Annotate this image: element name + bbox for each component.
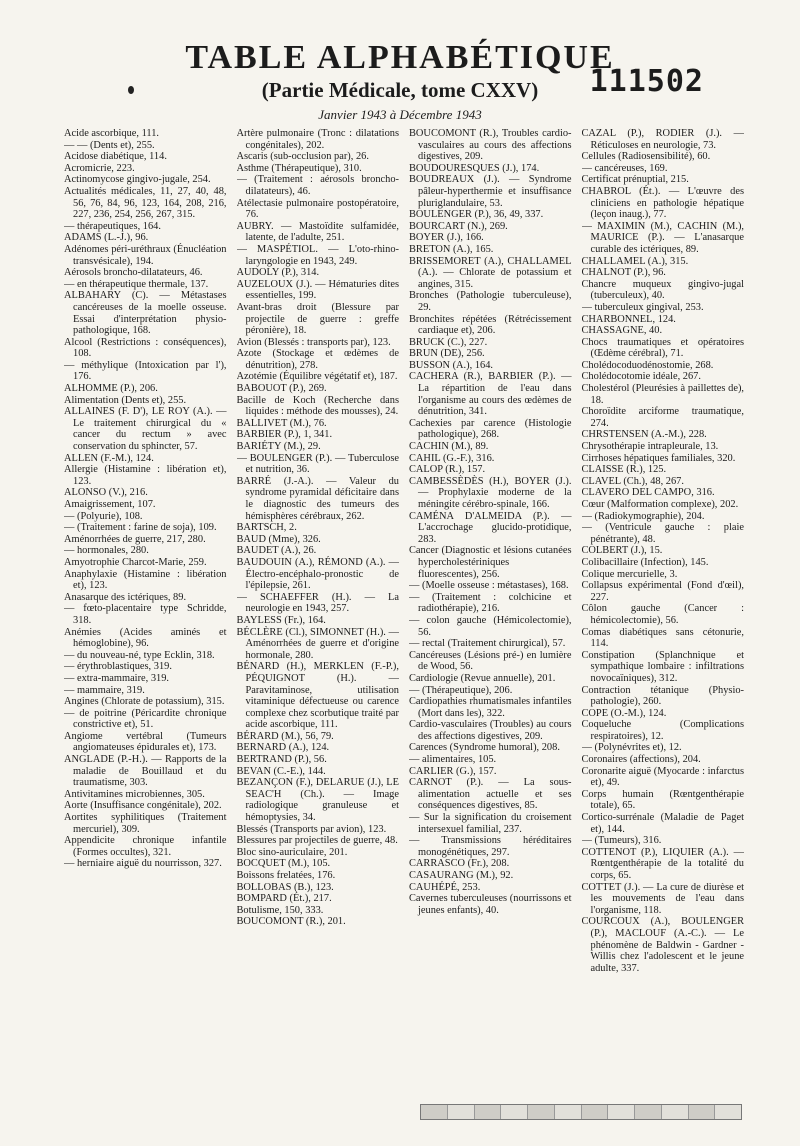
index-entry: Cirrhoses hépatiques familiales, 320. — [581, 452, 736, 464]
index-entry: Botulisme, 150, 333. — [236, 904, 324, 916]
index-entry: — (Polynévrites et), 12. — [581, 742, 682, 754]
index-entry: COLBERT (J.), 15. — [581, 545, 663, 557]
index-entry: CACHIN (M.), 89. — [409, 441, 489, 453]
index-entry: BOMPARD (Ét.), 217. — [236, 893, 332, 905]
index-entry: Bronchites répétées (Rétrécissement cardiaque et), 206. — [409, 313, 572, 337]
index-entry: — tuberculeux gingival, 253. — [581, 301, 704, 313]
index-entry: Acidose diabétique, 114. — [64, 151, 167, 163]
index-entry: BARIÉTY (M.), 29. — [236, 441, 321, 453]
index-entry: Cortico-surrénale (Maladie de Paget et), 144. — [581, 812, 744, 835]
index-entry: BARBIER (P.), 1, 341. — [236, 429, 333, 441]
index-entry: BARTSCH, 2. — [236, 522, 297, 534]
index-entry: CAMÉNA D'ALMEIDA (P.). — L'accrochage glucido-protidique, 283. — [409, 510, 572, 545]
index-entry: — en thérapeutique thermale, 137. — [64, 278, 209, 290]
index-entry: CARRASCO (Fr.), 208. — [409, 858, 510, 870]
scale-segment — [662, 1105, 689, 1119]
index-entry: ALHOMME (P.), 206. — [64, 383, 158, 395]
scale-segment — [635, 1105, 662, 1119]
index-entry: BAYLESS (Fr.), 164. — [236, 614, 326, 626]
index-entry: Colibacillaire (Infection), 145. — [581, 556, 709, 568]
index-entry: — Sur la signification du croisement intersexuel familial, 237. — [409, 812, 572, 835]
index-entry: Cardiopathies rhumatismales infantiles (Mort dans les), 322. — [409, 696, 572, 719]
index-entry: Cholestérol (Pleurésies à paillettes de), 18. — [581, 383, 744, 406]
index-entry: — (Thérapeutique), 206. — [409, 684, 513, 696]
index-entry: Collapsus expérimental (Fond d'œil), 227. — [581, 580, 744, 603]
index-entry: Azote (Stockage et œdèmes de dénutrition), 278. — [236, 348, 399, 371]
index-entry: Artère pulmonaire (Tronc : dilatations congénitales), 202. — [236, 128, 399, 151]
index-entry: Aérosols broncho-dilatateurs, 46. — [64, 267, 203, 279]
index-entry: CLAVEL (Ch.), 48, 267. — [581, 475, 684, 487]
index-entry: ALLAINES (F. D'), LE ROY (A.). — Le traitement chirurgical du « cancer du rectum » avec conservation du sphincter, 57. — [64, 406, 227, 453]
index-entry: Anasarque des ictériques, 89. — [64, 591, 187, 603]
index-entry: CHALLAMEL (A.), 315. — [581, 255, 689, 267]
scale-segment — [475, 1105, 502, 1119]
index-entry: Atélectasie pulmonaire postopératoire, 76. — [236, 197, 399, 221]
index-entry: Blessures par projectiles de guerre, 48. — [236, 835, 398, 847]
index-entry: Actinomycose gingivo-jugale, 254. — [64, 174, 211, 186]
index-entry: BARRÉ (J.-A.). — Valeur du syndrome pyramidal déficitaire dans le diagnostic des tumeurs des hémisphères cérébraux, 262. — [236, 475, 399, 522]
index-entry: BOUDOURESQUES (J.), 174. — [409, 162, 540, 174]
index-entry: CAHIL (G.-F.), 316. — [409, 452, 495, 464]
page-number-stamp: 111502 — [589, 64, 704, 99]
index-entry: BOYER (J.), 166. — [409, 232, 484, 244]
index-entry: CHARBONNEL, 124. — [581, 313, 676, 325]
index-entry: Corps humain (Rœntgenthérapie totale), 65. — [581, 788, 744, 812]
index-entry: BUSSON (A.), 164. — [409, 359, 493, 371]
index-entry: BOUDREAUX (J.). — Syndrome pâleur-hyperthermie et insuffisance pluriglandulaire, 53. — [409, 174, 572, 209]
index-entry: CACHERA (R.), BARBIER (P.). — La répartition de l'eau dans l'organisme au cours des œdèmes de dénutrition, 341. — [409, 371, 572, 418]
index-entry: Bronches (Pathologie tuberculeuse), 29. — [409, 290, 572, 313]
index-entry: Ascaris (sub-occlusion par), 26. — [236, 151, 369, 163]
index-entry: — SCHAEFFER (H.). — La neurologie en 1943, 257. — [236, 591, 399, 615]
index-entry: — (Traitement : colchicine et radiothérapie), 216. — [409, 591, 572, 615]
index-entry: Cachexies par carence (Histologie pathologique), 268. — [409, 417, 572, 441]
index-entry: — du nouveau-né, type Ecklin, 318. — [64, 649, 215, 661]
index-column-4 — [582, 128, 745, 1088]
index-entry: CAZAL (P.), RODIER (J.). — Réticuloses en neurologie, 73. — [581, 128, 744, 151]
scale-segment — [501, 1105, 528, 1119]
index-entry: AUBRY. — Mastoïdite sulfamidée, latente, de l'adulte, 251. — [236, 220, 399, 244]
index-entry: CHASSAGNE, 40. — [581, 325, 663, 337]
index-entry: Constipation (Splanchnique et sympathique lombaire : infiltrations novocaïniques), 312. — [581, 649, 744, 684]
index-entry: Amyotrophie Charcot-Marie, 259. — [64, 556, 207, 568]
index-entry: Alimentation (Dents et), 255. — [64, 394, 187, 406]
index-entry: Amaigrissement, 107. — [64, 499, 156, 510]
index-entry: Alcool (Restrictions : conséquences), 108. — [64, 336, 227, 360]
index-entry: CAMBESSÈDÈS (H.), BOYER (J.). — Prophylaxie moderne de la méningite cérébro-spinale, 166. — [409, 475, 572, 510]
index-entry: Coqueluche (Complications respiratoires), 12. — [581, 719, 744, 742]
index-entry: AUDOLY (P.), 314. — [236, 267, 320, 279]
index-entry: — Transmissions héréditaires monogénétiques, 297. — [409, 835, 572, 858]
index-entry: — de poitrine (Péricardite chronique constrictive et), 51. — [64, 707, 227, 731]
index-entry: — (Polyurie), 108. — [64, 510, 143, 522]
index-entry: BAUDOUIN (A.), RÉMOND (A.). — Électro-encéphalo-pronostic de l'épilepsie, 261. — [236, 556, 399, 592]
index-entry: BRUCK (C.), 227. — [409, 336, 488, 348]
index-entry: BÉCLÈRE (Cl.), SIMONNET (H.). — Aménorrhées de guerre et d'origine hormonale, 280. — [236, 626, 399, 661]
page-title: TABLE ALPHABÉTIQUE — [185, 39, 615, 76]
index-entry: Aménorrhées de guerre, 217, 280. — [64, 533, 206, 545]
index-entry: Choroïdite arciforme traumatique, 274. — [581, 406, 744, 429]
index-entry: — extra-mammaire, 319. — [64, 672, 170, 684]
index-entry: CARNOT (P.). — La sous-alimentation actuelle et ses conséquences digestives, 85. — [409, 777, 572, 812]
index-entry: — — (Dents et), 255. — [64, 139, 155, 151]
ink-mark — [128, 86, 134, 94]
scale-segment — [421, 1105, 448, 1119]
index-entry: Cœur (Malformation complexe), 202. — [581, 499, 739, 510]
index-entry: Asthme (Thérapeutique), 310. — [236, 162, 362, 174]
index-entry: Cavernes tuberculeuses (nourrissons et jeunes enfants), 40. — [409, 893, 572, 916]
scale-segment — [608, 1105, 635, 1119]
index-entry: — thérapeutiques, 164. — [64, 220, 161, 232]
index-entry: Cancer (Diagnostic et lésions cutanées hypercholestériniques fluorescentes), 256. — [409, 545, 572, 580]
index-entry: Comas diabétiques sans cétonurie, 114. — [581, 626, 744, 650]
index-entry: BALLIVET (M.), 76. — [236, 417, 327, 429]
index-entry: Acide ascorbique, 111. — [64, 128, 160, 139]
index-entry: BAUDET (A.), 26. — [236, 545, 317, 557]
index-entry: — mammaire, 319. — [64, 684, 145, 696]
index-entry: COTTET (J.). — La cure de diurèse et les mouvements de l'eau dans l'organisme, 118. — [581, 881, 744, 916]
index-entry: — herniaire aiguë du nourrisson, 327. — [64, 858, 222, 870]
index-entry: Cardio-vasculaires (Troubles) au cours des affections digestives, 209. — [409, 719, 572, 742]
index-entry: CHRSTENSEN (A.-M.), 228. — [581, 429, 707, 441]
index-entry: Appendicite chronique infantile (Formes occultes), 321. — [64, 835, 227, 858]
index-entry: BOULENGER (P.), 36, 49, 337. — [409, 209, 544, 221]
index-entry: Bacille de Koch (Recherche dans liquides : méthode des mousses), 24. — [236, 394, 399, 418]
index-entry: BOUCOMONT (R.), 201. — [236, 916, 346, 928]
index-entry: — hormonales, 280. — [64, 545, 149, 557]
index-entry: Cholédocoduodénostomie, 268. — [581, 359, 714, 371]
index-entry: CLAISSE (R.), 125. — [581, 464, 667, 476]
index-entry: Cellules (Radiosensibilité), 60. — [581, 151, 711, 163]
index-entry: COURCOUX (A.), BOULENGER (P.), MACLOUF (A.-C.). — Le phénomène de Baldwin - Gardner - Willis chez l'adolescent et le jeune adulte, 337. — [581, 916, 744, 974]
index-entry: BOLLOBAS (B.), 123. — [236, 881, 334, 893]
index-entry: Carences (Syndrome humoral), 208. — [409, 742, 560, 754]
index-entry: Cardiologie (Revue annuelle), 201. — [409, 672, 556, 684]
index-entry: Anaphylaxie (Histamine : libération et), 123. — [64, 568, 227, 592]
index-entry: BRETON (A.), 165. — [409, 243, 494, 255]
index-entry: AUZELOUX (J.). — Hématuries dites essentielles, 199. — [236, 278, 399, 302]
index-entry: Azotémie (Équilibre végétatif et), 187. — [236, 371, 398, 383]
index-entry: Angiome vertébral (Tumeurs angiomateuses épidurales et), 173. — [64, 730, 227, 754]
index-entry: CHALNOT (P.), 96. — [581, 267, 666, 279]
index-entry: — (Traitement : farine de soja), 109. — [64, 522, 217, 534]
index-entry: — (Tumeurs), 316. — [581, 835, 662, 847]
index-entry: Colique mercurielle, 3. — [581, 568, 678, 580]
index-entry: Boissons frelatées, 176. — [236, 870, 336, 881]
index-entry: BAUD (Mme), 326. — [236, 533, 321, 545]
index-entry: Cancéreuses (Lésions pré-) en lumière de Wood, 56. — [409, 649, 572, 673]
index-entry: — colon gauche (Hémicolectomie), 56. — [409, 614, 572, 638]
index-entry: Avant-bras droit (Blessure par projectile de guerre : greffe péronière), 18. — [236, 301, 399, 337]
index-entry: — (Ventricule gauche : plaie pénétrante), 48. — [581, 522, 744, 545]
index-entry: Chocs traumatiques et opératoires (Œdème cérébral), 71. — [581, 336, 744, 360]
index-entry: COPE (O.-M.), 124. — [581, 707, 667, 719]
scale-segment — [715, 1105, 741, 1119]
index-entry: CARLIER (G.), 157. — [409, 765, 497, 777]
index-entry: Bloc sino-auriculaire, 201. — [236, 846, 348, 858]
index-entry: — (Moelle osseuse : métastases), 168. — [409, 580, 569, 592]
index-entry: BERNARD (A.), 124. — [236, 742, 330, 754]
index-entry: — alimentaires, 105. — [409, 754, 497, 766]
index-entry: BRISSEMORET (A.), CHALLAMEL (A.). — Chlorate de potassium et angines, 315. — [409, 255, 572, 290]
index-entry: Avion (Blessés : transports par), 123. — [236, 336, 391, 348]
index-entry: — cancéreuses, 169. — [581, 162, 668, 174]
index-entry: — BOULENGER (P.). — Tuberculose et nutrition, 36. — [236, 452, 399, 476]
index-entry: Cholédocotomie idéale, 267. — [581, 371, 701, 383]
index-entry: Blessés (Transports par avion), 123. — [236, 823, 387, 835]
scale-segment — [582, 1105, 609, 1119]
index-entry: BOCQUET (M.), 105. — [236, 858, 331, 870]
index-entry: Côlon gauche (Cancer : hémicolectomie), 56. — [581, 603, 744, 626]
index-entry: Aortites syphilitiques (Traitement mercuriel), 309. — [64, 812, 227, 835]
index-columns — [64, 128, 744, 1088]
date-range: Janvier 1943 à Décembre 1943 — [318, 107, 482, 122]
index-entry: CLAVERO DEL CAMPO, 316. — [581, 487, 715, 499]
index-entry: Certificat prénuptial, 215. — [581, 174, 689, 186]
index-entry: BEVAN (C.-E.), 144. — [236, 765, 326, 777]
index-entry: BABOUOT (P.), 269. — [236, 383, 327, 395]
index-entry: ADAMS (L.-J.), 96. — [64, 232, 149, 244]
index-entry: Chancre muqueux gingivo-jugal (tuberculeux), 40. — [581, 278, 744, 302]
index-entry: BEZANÇON (F.), DELARUE (J.), LE SEAC'H (Ch.). — Image radiologique granuleuse et hémoptysies, 34. — [236, 777, 399, 824]
index-entry: ALONSO (V.), 216. — [64, 487, 148, 499]
index-column-1 — [64, 128, 227, 1088]
index-entry: BOURCART (N.), 269. — [409, 220, 508, 232]
index-entry: BÉRARD (M.), 56, 79. — [236, 730, 334, 742]
index-entry: — rectal (Traitement chirurgical), 57. — [409, 638, 566, 650]
index-entry: CHABROL (Ét.). — L'œuvre des cliniciens en pathologie hépatique (leçon inaug.), 77. — [581, 185, 744, 221]
index-entry: Coronarite aiguë (Myocarde : infarctus et), 49. — [581, 765, 744, 789]
index-column-3 — [409, 128, 572, 1088]
index-entry: ANGLADE (P.-H.). — Rapports de la maladie de Bouillaud et du traumatisme, 303. — [64, 754, 227, 789]
index-entry: Coronaires (affections), 204. — [581, 754, 701, 766]
color-scale-bar — [420, 1104, 742, 1120]
index-column-2 — [237, 128, 400, 1088]
index-entry: Adénomes péri-uréthraux (Énucléation transvésicale), 194. — [64, 243, 227, 267]
index-entry: CAUHÉPÉ, 253. — [409, 881, 481, 893]
index-entry: ALBAHARY (C). — Métastases cancéreuses de la moelle osseuse. Essai d'interprétation physio-pathologique, 168. — [64, 290, 227, 337]
index-entry: Actualités médicales, 11, 27, 40, 48, 56, 76, 84, 96, 123, 164, 208, 216, 227, 236, 254, 256, 267, 315. — [64, 185, 227, 221]
index-entry: Allergie (Histamine : libération et), 123. — [64, 464, 227, 487]
scale-segment — [689, 1105, 716, 1119]
index-entry: Chrysothérapie intrapleurale, 13. — [581, 441, 719, 453]
scale-segment — [448, 1105, 475, 1119]
index-entry: — (Radiokymographie), 204. — [581, 510, 705, 522]
index-entry: BOUCOMONT (R.), Troubles cardio-vasculaires au cours des affections digestives, 209. — [409, 128, 572, 163]
index-entry: CALOP (R.), 157. — [409, 464, 486, 476]
index-entry: BÉNARD (H.), MERKLEN (F.-P.), PÉQUIGNOT (H.). — Paravitaminose, utilisation vitaminique défectueuse ou carence complexe chez scorbutique traité par acide ascorbique, 111. — [236, 661, 399, 731]
index-entry: COTTENOT (P.), LIQUIER (A.). — Rœntgenthérapie de la totalité du corps, 65. — [581, 846, 744, 881]
index-entry: BERTRAND (P.), 56. — [236, 754, 327, 766]
index-entry: — (Traitement : aérosols broncho-dilatateurs), 46. — [236, 174, 399, 197]
index-entry: — méthylique (Intoxication par l'), 176. — [64, 359, 227, 383]
index-entry: Anémies (Acides aminés et hémoglobine), 96. — [64, 626, 227, 650]
index-entry: — MASPÉTIOL. — L'oto-rhino-laryngologie en 1943, 249. — [236, 243, 399, 267]
index-entry: Acromicrie, 223. — [64, 162, 135, 174]
index-entry: Aorte (Insuffisance congénitale), 202. — [64, 800, 222, 812]
scale-segment — [528, 1105, 555, 1119]
index-entry: — MAXIMIN (M.), CACHIN (M.), MAURICE (P.). — L'anasarque curable des ictériques, 89. — [581, 220, 744, 255]
index-entry: — fœto-placentaire type Schridde, 318. — [64, 603, 227, 626]
page-subtitle: (Partie Médicale, tome CXXV) — [261, 78, 539, 102]
index-entry: Antivitamines microbiennes, 305. — [64, 788, 205, 800]
index-entry: CASAURANG (M.), 92. — [409, 870, 514, 881]
index-entry: — érythroblastiques, 319. — [64, 661, 172, 673]
scale-segment — [555, 1105, 582, 1119]
index-entry: ALLEN (F.-M.), 124. — [64, 452, 154, 464]
index-entry: Angines (Chlorate de potassium), 315. — [64, 696, 225, 708]
index-entry: BRUN (DE), 256. — [409, 348, 485, 360]
index-entry: Contraction tétanique (Physio-pathologie), 260. — [581, 684, 744, 708]
